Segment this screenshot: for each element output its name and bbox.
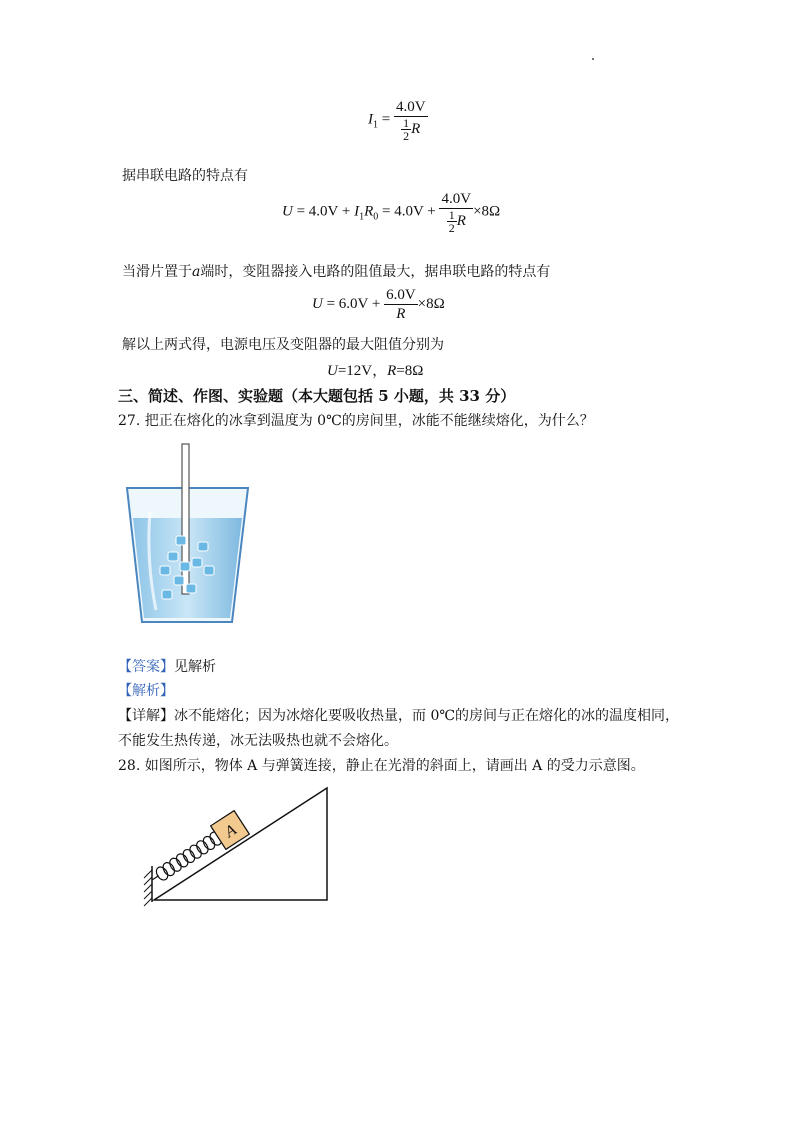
question-28: 28. 如图所示，物体 A 与弹簧连接，静止在光滑的斜面上，请画出 A 的受力示意图。	[118, 758, 645, 774]
var-a: a	[192, 264, 201, 280]
half-fraction	[447, 209, 457, 234]
eq-i: I	[354, 203, 360, 220]
block-label: A	[222, 821, 240, 842]
detail-line-2: 不能发生热传递，冰无法吸热也就不会熔化。	[118, 733, 398, 749]
fraction-denominator: R	[396, 306, 406, 322]
detail-tag: 【详解】	[118, 708, 174, 724]
fraction-numerator: 6.0V	[386, 287, 416, 303]
page-mark	[592, 58, 594, 60]
den-var: R	[411, 120, 421, 137]
equation-current	[368, 98, 428, 142]
eq-r-sub: 0	[373, 211, 379, 223]
half-den: 2	[448, 221, 455, 235]
eq-equals: =	[381, 111, 391, 128]
result-r: R	[387, 363, 397, 379]
fraction	[439, 190, 473, 234]
eq-tail: ×8Ω	[473, 203, 501, 220]
text-part: 当滑片置于	[122, 264, 192, 280]
detail-line-1	[118, 705, 679, 727]
fraction-denominator	[394, 117, 428, 142]
half-num: 1	[403, 116, 410, 130]
eq-sub: 1	[373, 119, 378, 131]
half-num: 1	[448, 208, 455, 222]
answer-text: 见解析	[174, 659, 216, 675]
question-27: 27. 把正在熔化的冰拿到温度为 0℃的房间里，冰能不能继续熔化，为什么？	[118, 413, 594, 429]
incline-spring-figure	[122, 782, 337, 907]
beaker-ice-figure	[120, 440, 255, 630]
eq-part: = 6.0V +	[322, 295, 385, 312]
eq-u: U	[312, 295, 323, 312]
result-u-val: =12V，	[337, 363, 388, 379]
block-a	[211, 811, 250, 850]
eq-u: U	[282, 203, 293, 220]
equation-voltage-2	[312, 286, 445, 323]
analysis-tag: 【解析】	[118, 683, 174, 699]
den-var: R	[456, 212, 466, 229]
result-line	[327, 359, 423, 380]
text-slider-a	[122, 261, 550, 283]
eq-mid: = 4.0V +	[378, 203, 440, 220]
text-part: 端时，变阻器接入电路的阻值最大，据串联电路的特点有	[200, 264, 551, 280]
detail-text: 冰不能熔化；因为冰熔化要吸收热量，而 0℃的房间与正在熔化的冰的温度相同，	[174, 708, 680, 724]
eq-i-sub: 1	[359, 211, 365, 223]
eq-r: R	[364, 203, 374, 220]
answer-line	[118, 656, 216, 678]
eq-tail: ×8Ω	[417, 295, 445, 312]
eq-var: I	[368, 111, 373, 128]
wall-hatch	[144, 870, 152, 906]
text-solve: 解以上两式得，电源电压及变阻器的最大阻值分别为	[122, 337, 444, 353]
result-u: U	[327, 363, 338, 379]
half-fraction	[401, 117, 411, 142]
text-series-feature: 据串联电路的特点有	[122, 168, 248, 184]
fraction-numerator: 4.0V	[395, 99, 426, 115]
half-den: 2	[403, 129, 410, 143]
fraction	[384, 286, 418, 323]
eq-part: = 4.0V +	[292, 203, 355, 220]
section-heading: 三、简述、作图、实验题（本大题包括 5 小题，共 33 分）	[118, 387, 516, 405]
equation-voltage-1	[282, 190, 500, 234]
fraction	[394, 98, 428, 142]
answer-tag: 【答案】	[118, 659, 174, 675]
fraction-denominator	[439, 209, 473, 234]
incline-plane	[154, 788, 327, 900]
fraction-numerator: 4.0V	[441, 191, 472, 207]
result-r-val: =8Ω	[396, 363, 424, 379]
